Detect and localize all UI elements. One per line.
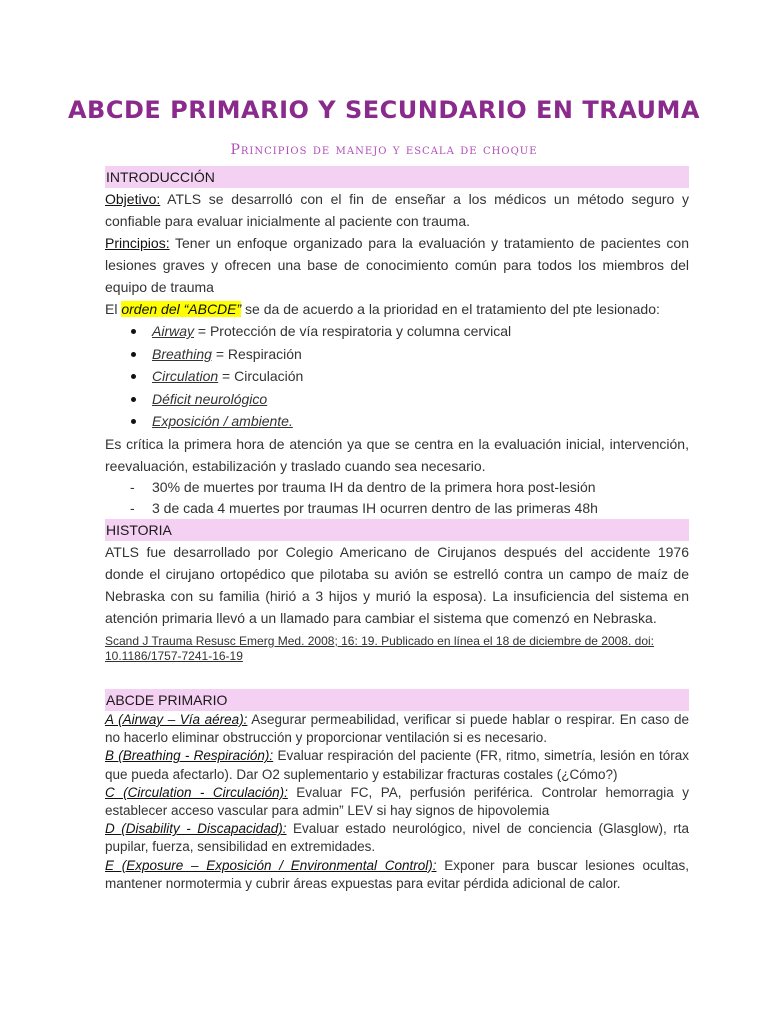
dash-marker: -: [130, 478, 135, 495]
orden-paragraph: [105, 298, 689, 320]
document-content: [105, 166, 689, 893]
bullet-term: Airway: [152, 323, 195, 339]
abcde-primario-list: [105, 711, 689, 893]
primario-item-label: B (Breathing - Respiración):: [105, 748, 274, 764]
abcde-bullet-list: [105, 320, 689, 433]
principios-paragraph: [105, 232, 689, 298]
primario-item-text: Evaluar estado neurológico, nivel de conciencia (Glasglow), rta pupilar, fuerza, sensibilidad en extremidades.: [105, 821, 689, 855]
section-spacer: [105, 664, 689, 689]
primario-item: [105, 747, 689, 783]
primario-item: [105, 784, 689, 820]
principios-label: Principios:: [105, 235, 170, 251]
principios-text: Tener un enfoque organizado para la evaluación y tratamiento de pacientes con lesiones graves y ofrecen una base de conocimiento común para todos los miembros del equipo de trauma: [105, 235, 689, 295]
bullet-text: = Protección de vía respiratoria y columna cervical: [194, 323, 512, 339]
bullet-term: Breathing: [152, 345, 212, 362]
objetivo-paragraph: [105, 188, 689, 232]
orden-highlight: orden del “ABCDE”: [121, 301, 242, 317]
primario-item-label: E (Exposure – Exposición / Environmental Control):: [105, 857, 437, 873]
primario-item-text: Asegurar permeabilidad, verificar si puede hablar o respirar. En caso de no hacerlo eliminar obstrucción y proporcionar ventilación si es necesario.: [105, 711, 689, 746]
bullet-text: = Circulación: [218, 368, 304, 385]
orden-post: se da de acuerdo a la prioridad en el tratamiento del pte lesionado:: [241, 301, 660, 317]
dash-text: 3 de cada 4 muertes por traumas IH ocurren dentro de las primeras 48h: [152, 499, 598, 516]
historia-paragraph: ATLS fue desarrollado por Colegio Americano de Cirujanos después del accidente 1976 donde el cirujano ortopédico que pilotaba su avión se estrelló contra un campo de maíz de Nebraska con su familia (hirió a 3 hijos y murió la esposa). La insuficiencia del sistema en atención primaria llevó a un llamado para cambiar el sistema que comenzó en Nebraska.: [105, 543, 689, 626]
section-header-introduccion: INTRODUCCIÓN: [105, 166, 689, 188]
primario-item: [105, 857, 689, 893]
primario-item-label: C (Circulation - Circulación):: [105, 784, 288, 800]
list-item: [133, 320, 689, 343]
stats-dash-list: [105, 477, 689, 519]
dash-text: 30% de muertes por trauma IH da dentro de la primera hora post-lesión: [152, 478, 596, 495]
objetivo-label: Objetivo:: [105, 191, 161, 207]
orden-pre: El: [105, 301, 122, 317]
citation-link[interactable]: Scand J Trauma Resusc Emerg Med. 2008; 16: 19. Publicado en línea el 18 de diciembre de 2008. doi: 10.1186/1757-7241-16-19: [105, 633, 654, 663]
list-item: [133, 343, 689, 366]
dash-marker: -: [130, 499, 135, 516]
list-item: [133, 365, 689, 388]
list-item: [133, 388, 689, 411]
primario-item-text: Exponer para buscar lesiones ocultas, mantener normotermia y cubrir áreas expuestas para evitar pérdida adicional de calor.: [105, 857, 690, 891]
bullet-term: Circulation: [152, 368, 219, 385]
primario-item: [105, 820, 689, 856]
list-item: [130, 498, 689, 519]
critica-paragraph: Es crítica la primera hora de atención ya que se centra en la evaluación inicial, intervención, reevaluación, estabilización y traslado cuando sea necesario.: [105, 435, 689, 474]
objetivo-text: ATLS se desarrolló con el fin de enseñar a los médicos un método seguro y confiable para evaluar inicialmente al paciente con trauma.: [105, 191, 689, 229]
primario-item-text: Evaluar FC, PA, perfusión periférica. Controlar hemorragia y establecer acceso vascular para admin” LEV si hay signos de hipovolemia: [105, 784, 689, 818]
page-title: ABCDE PRIMARIO Y SECUNDARIO EN TRAUMA: [67, 96, 700, 124]
section-header-abcde-primario: ABCDE PRIMARIO: [105, 689, 689, 711]
page-subtitle: Principios de manejo y escala de choque: [230, 142, 538, 158]
bullet-term: Exposición / ambiente.: [152, 413, 293, 430]
primario-item: [105, 711, 689, 747]
list-item: [133, 410, 689, 433]
primario-item-label: A (Airway – Vía aérea):: [105, 711, 248, 727]
bullet-term: Déficit neurológico: [152, 390, 268, 407]
primario-item-text: Evaluar respiración del paciente (FR, ritmo, simetría, lesión en tórax que pueda afectarlo). Dar O2 suplementario y estabilizar fracturas costales (¿Cómo?): [105, 748, 689, 782]
section-header-historia: HISTORIA: [105, 519, 689, 541]
bullet-text: = Respiración: [211, 345, 302, 362]
list-item: [130, 477, 689, 498]
primario-item-label: D (Disability - Discapacidad):: [105, 821, 287, 837]
